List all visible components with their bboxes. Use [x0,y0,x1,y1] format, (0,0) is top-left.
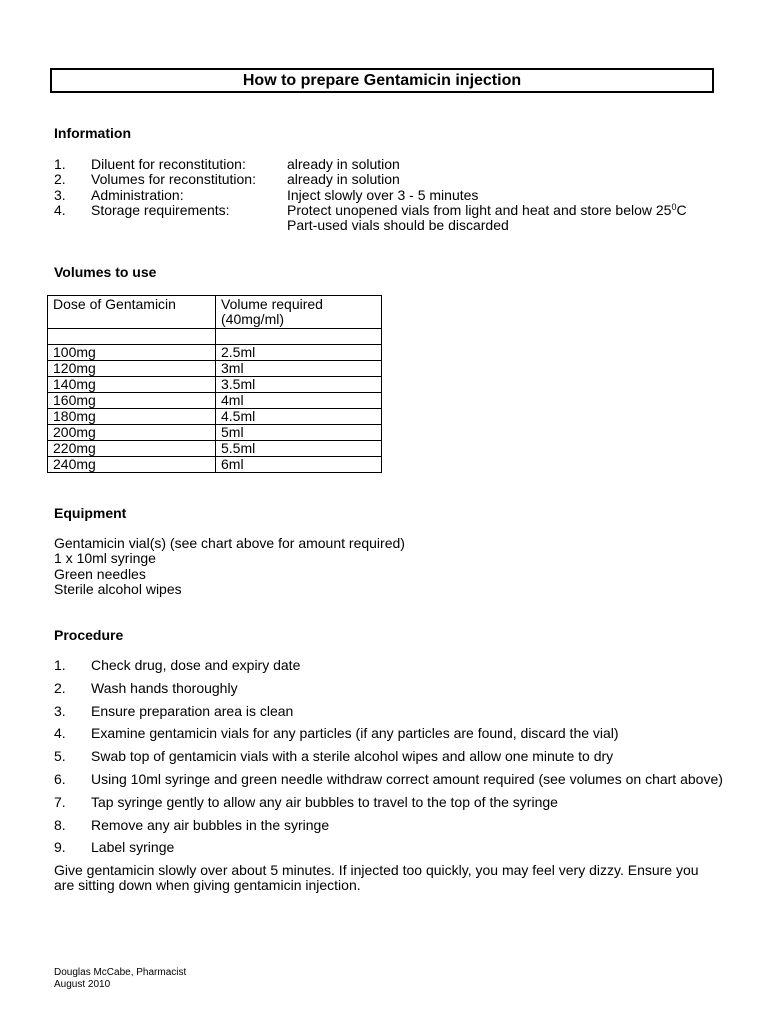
document-footer [54,967,186,990]
table-cell-volume: 4.5ml [216,409,382,425]
information-heading: Information [54,125,131,141]
procedure-step [54,726,724,742]
item-number: 1. [54,156,66,172]
equipment-item: 1 x 10ml syringe [54,550,156,567]
item-label: Storage requirements: [91,201,230,218]
table-row [48,361,382,377]
procedure-step [54,681,724,697]
equipment-item: Green needles [54,565,146,582]
header-volume-line1: Volume required [221,296,323,312]
table-row [48,457,382,473]
table-cell [48,329,216,345]
item-label: Administration: [91,186,184,203]
equipment-item: Gentamicin vial(s) (see chart above for amount required) [54,535,405,551]
table-header-dose: Dose of Gentamicin [48,296,216,329]
item-number: 2. [54,171,66,188]
step-number: 1. [54,657,66,673]
equipment-heading: Equipment [54,505,127,521]
procedure-step [54,749,724,765]
procedure-step [54,795,724,811]
table-cell-dose: 120mg [48,361,216,377]
step-number: 9. [54,839,66,856]
table-header-volume [216,296,382,329]
step-number: 3. [54,702,66,719]
table-row [48,377,382,393]
procedure-step [54,704,724,720]
document-title: How to prepare Gentamicin injection [50,68,714,93]
table-row [48,393,382,409]
volumes-heading: Volumes to use [54,264,157,280]
header-volume-line2: (40mg/ml) [221,311,285,327]
equipment-item: Sterile alcohol wipes [54,580,182,597]
table-cell-dose: 160mg [48,393,216,409]
table-cell-volume: 5ml [216,425,382,441]
step-text: Swab top of gentamicin vials with a sterile alcohol wipes and allow one minute to dry [91,748,614,765]
table-header-row [48,296,382,329]
storage-value-text: Protect unopened vials from light and heat and store below 25 [287,201,672,218]
table-row [48,425,382,441]
procedure-step [54,818,724,834]
storage-value-unit: C [676,201,687,218]
table-blank-row [48,329,382,345]
degree-superscript: 0 [671,201,677,212]
table-cell-volume: 5.5ml [216,441,382,457]
table-cell-volume: 6ml [216,457,382,473]
equipment-list [54,536,405,597]
table-row [48,345,382,361]
step-number: 4. [54,725,66,742]
item-value-storage [287,203,687,219]
procedure-heading: Procedure [54,627,124,643]
step-text: Wash hands thoroughly [91,679,238,696]
table-cell-dose: 100mg [48,345,216,361]
step-text: Examine gentamicin vials for any particles (if any particles are found, discard the vial) [91,725,619,742]
step-text: Ensure preparation area is clean [91,702,294,719]
item-label: Volumes for reconstitution: [91,171,256,188]
procedure-list [54,658,724,894]
procedure-closing-note: Give gentamicin slowly over about 5 minutes. If injected too quickly, you may feel very dizzy. Ensure you are sitting down when giving gentamicin injection. [54,861,699,894]
step-text: Tap syringe gently to allow any air bubbles to travel to the top of the syringe [91,793,558,810]
procedure-step [54,772,724,788]
table-cell-dose: 140mg [48,377,216,393]
item-value: already in solution [287,171,400,188]
table-cell-dose: 200mg [48,425,216,441]
table-row [48,441,382,457]
item-number: 3. [54,186,66,203]
step-number: 5. [54,748,66,765]
item-number: 4. [54,201,66,218]
table-cell-volume: 3.5ml [216,377,382,393]
step-number: 8. [54,816,66,833]
item-value-continuation: Part-used vials should be discarded [287,217,509,234]
step-text: Check drug, dose and expiry date [91,657,301,673]
volumes-table [47,295,382,473]
item-value: Inject slowly over 3 - 5 minutes [287,186,479,203]
table-cell-volume: 4ml [216,393,382,409]
table-row [48,409,382,425]
table-cell-dose: 240mg [48,457,216,473]
item-value: already in solution [287,156,400,172]
item-label: Diluent for reconstitution: [91,156,246,172]
table-cell-dose: 180mg [48,409,216,425]
procedure-step [54,658,724,674]
footer-date: August 2010 [54,978,111,990]
step-text: Remove any air bubbles in the syringe [91,816,330,833]
table-cell-volume: 2.5ml [216,345,382,361]
table-cell-volume: 3ml [216,361,382,377]
step-number: 2. [54,679,66,696]
step-number: 6. [54,770,66,787]
step-text: Using 10ml syringe and green needle withdraw correct amount required (see volumes on chart above) [91,770,723,787]
procedure-step [54,840,724,856]
table-cell-dose: 220mg [48,441,216,457]
table-cell [216,329,382,345]
step-number: 7. [54,793,66,810]
footer-author: Douglas McCabe, Pharmacist [54,967,187,978]
step-text: Label syringe [91,839,175,856]
